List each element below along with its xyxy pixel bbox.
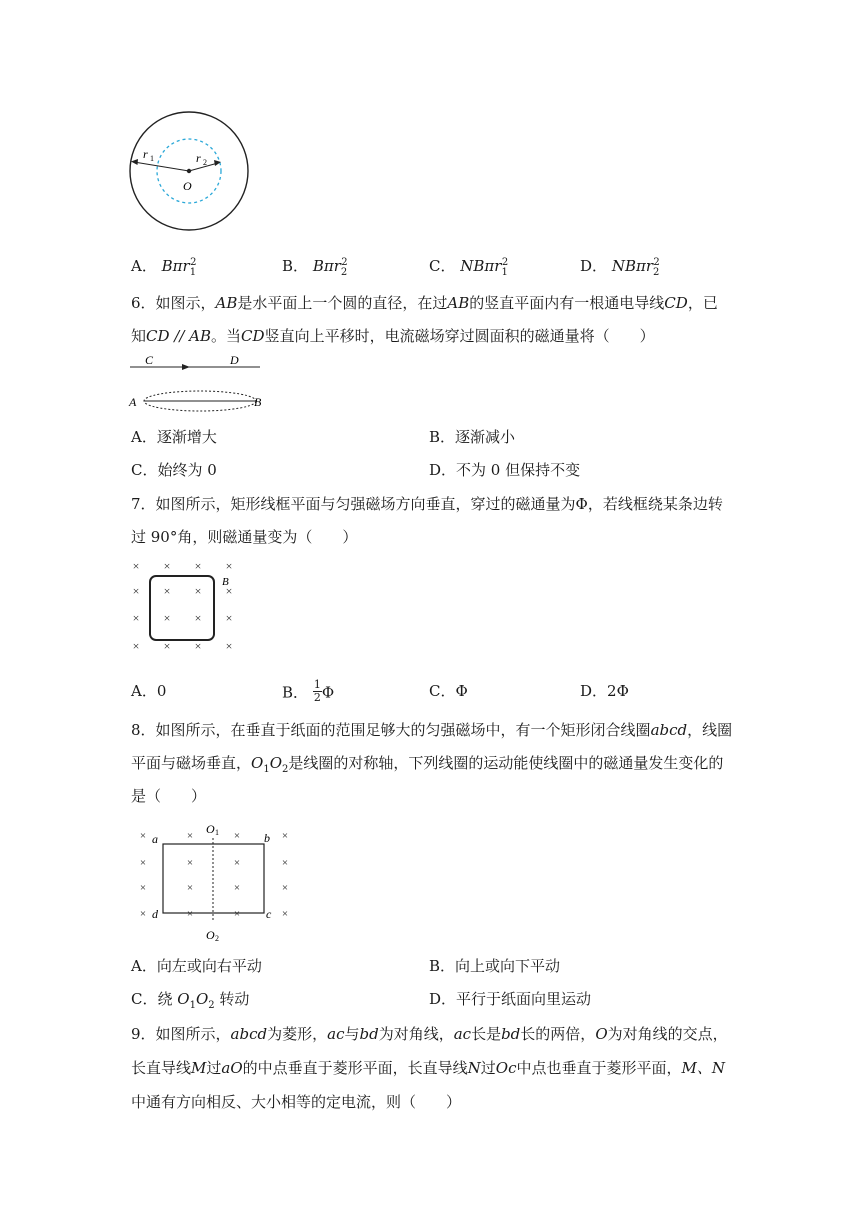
r1-label: r: [143, 147, 148, 161]
field-cross-mark: ×: [194, 584, 202, 598]
q7-option-d[interactable]: D．2Φ: [580, 682, 629, 700]
option-formula: NBπr: [611, 257, 653, 275]
option-label: C．: [429, 257, 456, 275]
option-label: D．: [580, 257, 608, 275]
field-cross-mark: ×: [194, 639, 202, 653]
field-cross-mark: ×: [281, 882, 289, 894]
q9-stem-line2: 长直导线M过aO的中点垂直于菱形平面，长直导线N过Oc中点也垂直于菱形平面，M、N: [131, 1059, 725, 1077]
q8-option-c[interactable]: C．绕 $O_1O_2$ 转动: [131, 990, 250, 1011]
q5-option-d[interactable]: [580, 253, 660, 283]
q6-option-a[interactable]: A．逐渐增大: [131, 428, 217, 446]
field-cross-mark: ×: [186, 908, 194, 920]
fraction-denominator: 2: [313, 691, 321, 704]
option-formula: Bπr: [161, 257, 190, 275]
field-cross-mark: ×: [194, 559, 202, 573]
field-cross-mark: ×: [281, 830, 289, 842]
q6-stem-line2: 知CD // AB。当CD竖直向上平移时，电流磁场穿过圆面积的磁通量将（ ）: [131, 327, 655, 345]
option-label: B．: [282, 257, 309, 275]
fraction-numerator: 1: [313, 678, 321, 691]
q7-loop-figure: [124, 558, 244, 660]
q7-option-c[interactable]: C．Φ: [429, 682, 468, 700]
current-arrow: [182, 364, 190, 370]
label-o2-sub: 2: [215, 934, 219, 943]
q5-option-b[interactable]: [282, 253, 348, 283]
q7-stem-line1: 7．如图所示，矩形线框平面与匀强磁场方向垂直，穿过的磁通量为Φ，若线框绕某条边转: [131, 495, 723, 513]
field-cross-mark: ×: [225, 559, 233, 573]
q5-option-c[interactable]: [429, 253, 508, 283]
field-cross-mark: ×: [233, 830, 241, 842]
field-cross-mark: ×: [281, 857, 289, 869]
formula-sup: 2: [501, 257, 509, 268]
center-label: O: [183, 179, 192, 193]
formula-sub: 1: [501, 267, 508, 278]
r1-arrow: [134, 162, 189, 171]
label-c: c: [266, 907, 272, 921]
option-formula: Bπr: [312, 257, 341, 275]
q8-option-d[interactable]: D．平行于纸面向里运动: [429, 990, 592, 1008]
field-cross-mark: ×: [233, 857, 241, 869]
field-cross-mark: ×: [139, 857, 147, 869]
q6-option-d[interactable]: D．不为 0 但保持不变: [429, 461, 581, 479]
field-cross-mark: ×: [132, 584, 140, 598]
field-cross-mark: ×: [233, 908, 241, 920]
field-cross-mark: ×: [132, 611, 140, 625]
field-cross-mark: ×: [186, 830, 194, 842]
q7-option-b[interactable]: B． $\frac{1}{2}$ Φ: [282, 678, 335, 704]
formula-sup: 2: [653, 257, 660, 268]
field-cross-mark: ×: [225, 639, 233, 653]
field-cross-mark: ×: [186, 857, 194, 869]
field-cross-mark: ×: [139, 882, 147, 894]
field-cross-mark: ×: [132, 639, 140, 653]
q8-stem-line2: 平面与磁场垂直，$O_1O_2$是线圈的对称轴，下列线圈的运动能使线圈中的磁通量发生变化的: [131, 754, 724, 775]
field-cross-mark: ×: [163, 611, 171, 625]
field-cross-mark: ×: [194, 611, 202, 625]
r2-sub: 2: [203, 158, 207, 167]
field-cross-mark: ×: [132, 559, 140, 573]
q5-option-a[interactable]: [131, 253, 196, 283]
q8-stem-line3: 是（ ）: [131, 787, 207, 805]
q8-coil-figure: [134, 820, 304, 944]
field-cross-mark: ×: [163, 559, 171, 573]
formula-sup: 2: [190, 257, 197, 268]
label-o1-sub: 1: [215, 828, 219, 837]
r2-label: r: [196, 151, 201, 165]
q8-stem-line1: 8．如图所示，在垂直于纸面的范围足够大的匀强磁场中，有一个矩形闭合线圈abcd，线圈: [131, 721, 733, 739]
q6-stem-line1: 6．如图示，AB是水平面上一个圆的直径，在过AB的竖直平面内有一根通电导线CD，已: [131, 294, 718, 312]
formula-sup: 2: [341, 257, 348, 268]
field-cross-mark: ×: [163, 639, 171, 653]
label-a: A: [129, 395, 137, 409]
field-cross-mark: ×: [186, 882, 194, 894]
label-o2: O: [206, 928, 215, 942]
q6-option-b[interactable]: B．逐渐减小: [429, 428, 516, 446]
option-formula: NBπr: [460, 257, 502, 275]
q7-option-a[interactable]: A．0: [131, 682, 167, 700]
label-a: a: [152, 832, 158, 846]
label-d: d: [152, 907, 158, 921]
label-d: D: [230, 353, 239, 367]
q8-option-b[interactable]: B．向上或向下平动: [429, 957, 561, 975]
label-b: B: [254, 395, 262, 409]
field-cross-mark: ×: [233, 882, 241, 894]
q7-stem-line2: 过 90°角，则磁通量变为（ ）: [131, 528, 358, 546]
field-cross-mark: ×: [225, 611, 233, 625]
q5-circle-figure: [128, 110, 253, 232]
field-cross-mark: ×: [281, 908, 289, 920]
label-c: C: [145, 353, 154, 367]
label-o1: O: [206, 822, 215, 836]
q6-option-c[interactable]: C．始终为 0: [131, 461, 217, 479]
field-cross-mark: ×: [139, 908, 147, 920]
q6-wire-circle-figure: [126, 352, 266, 414]
label-b: b: [264, 831, 270, 845]
option-label: A．: [131, 257, 157, 275]
field-cross-mark: ×: [139, 830, 147, 842]
formula-sub: 2: [653, 267, 660, 278]
r1-sub: 1: [150, 154, 154, 163]
q9-stem-line3: 中通有方向相反、大小相等的定电流，则（ ）: [131, 1093, 462, 1111]
label-b: B: [222, 576, 229, 588]
formula-sub: 1: [189, 267, 197, 278]
formula-sub: 2: [340, 267, 348, 278]
field-cross-mark: ×: [225, 584, 233, 598]
rect-loop: [150, 576, 214, 640]
q9-stem-line1: 9．如图所示，abcd为菱形，ac与bd为对角线，ac长是bd长的两倍，O为对角线的交点，: [131, 1025, 728, 1043]
q8-option-a[interactable]: A．向左或向右平动: [131, 957, 262, 975]
field-cross-mark: ×: [163, 584, 171, 598]
